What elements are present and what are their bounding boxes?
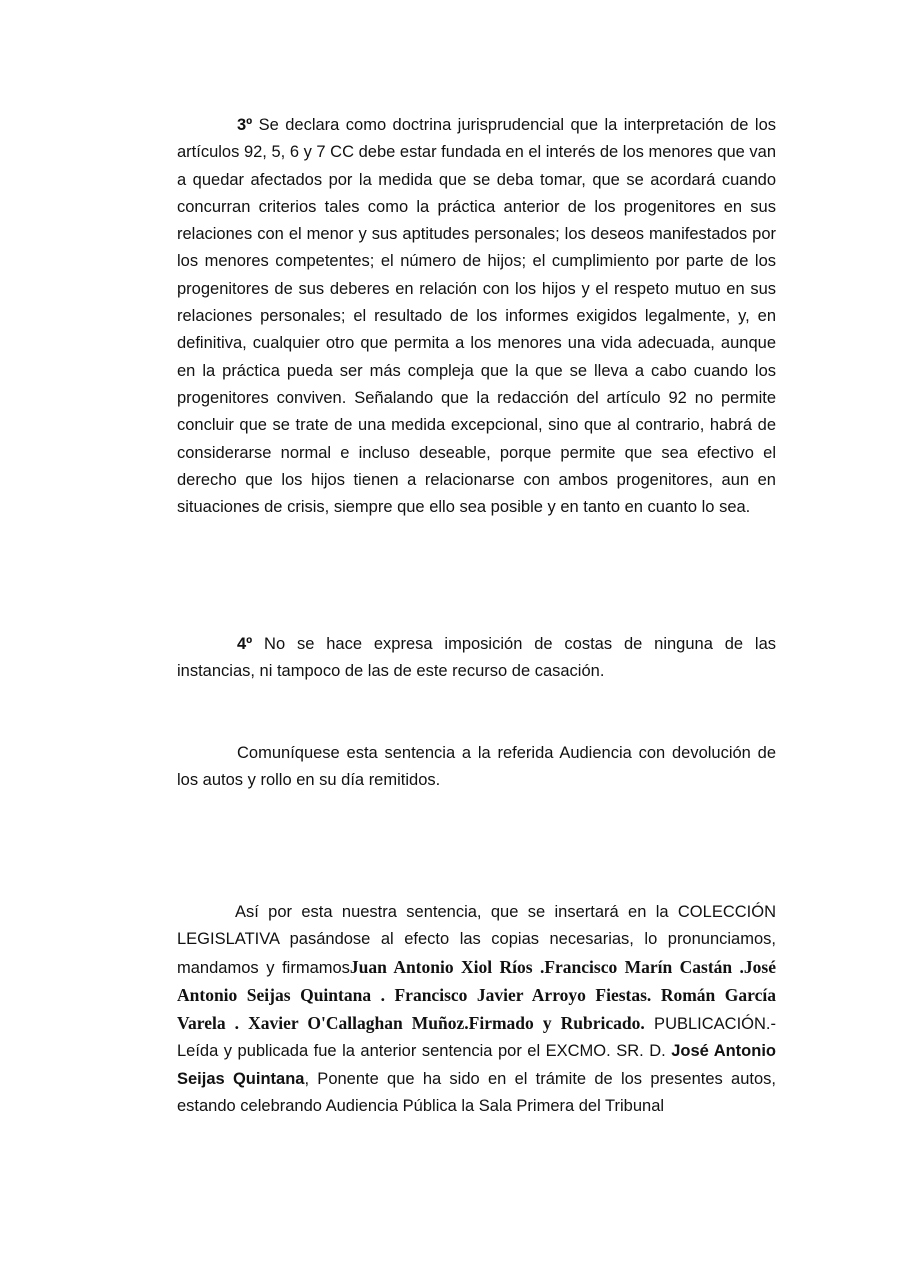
paragraph-text: Comuníquese esta sentencia a la referida Audiencia con devolución de los autos y rollo en su día remitidos.: [177, 744, 776, 790]
signatories: Juan Antonio Xiol Ríos .Francisco Marín Castán .José Antonio Seijas Quintana . Francisco Javier Arroyo Fiestas. Román García Varela . Xavier O'Callaghan Muñoz.Firmado y Rubricado.: [177, 956, 776, 1034]
paragraph-notification: [177, 740, 776, 795]
publication-text: PUBLICACIÓN.- Leída y publicada fue la anterior sentencia por el EXCMO. SR. D.: [177, 1015, 776, 1061]
paragraph-signature: [177, 899, 776, 1120]
ponente-name: José Antonio Seijas Quintana: [177, 1042, 776, 1088]
paragraph-text: Se declara como doctrina jurisprudencial que la interpretación de los artículos 92, 5, 6 y 7 CC debe estar fundada en el interés de los menores que van a quedar afectados por la medida que se deba tomar, que se acordará cuando concurran criterios tales como la práctica anterior de los progenitores en sus relaciones con el menor y sus aptitudes personales; los deseos manifestados por los menores competentes; el número de hijos; el cumplimiento por parte de los progenitores de sus deberes en relación con los hijos y el respeto mutuo en sus relaciones personales; el resultado de los informes exigidos legalmente, y, en definitiva, cualquier otro que permita a los menores una vida adecuada, aunque en la práctica pueda ser más compleja que la que se lleva a cabo cuando los progenitores conviven. Señalando que la redacción del artículo 92 no permite concluir que se trate de una medida excepcional, sino que al contrario, habrá de considerarse normal e incluso deseable, porque permite que sea efectivo el derecho que los hijos tienen a relacionarse con ambos progenitores, aun en situaciones de crisis, siempre que ello sea posible y en tanto en cuanto lo sea.: [177, 116, 776, 517]
closing-text: , Ponente que ha sido en el trámite de los presentes autos, estando celebrando Audiencia Pública la Sala Primera del Tribunal: [177, 1069, 776, 1116]
paragraph-text: No se hace expresa imposición de costas de ninguna de las instancias, ni tampoco de las de este recurso de casación.: [177, 635, 776, 681]
paragraph-number: 3º: [237, 116, 253, 134]
paragraph-4: [177, 631, 776, 686]
paragraph-number: 4º: [237, 635, 253, 653]
paragraph-3: [177, 112, 776, 521]
closing-formula: Así por esta nuestra sentencia, que se insertará en la COLECCIÓN LEGISLATIVA pasándose al efecto las copias necesarias, lo pronunciamos, mandamos y firmamos: [177, 903, 776, 977]
